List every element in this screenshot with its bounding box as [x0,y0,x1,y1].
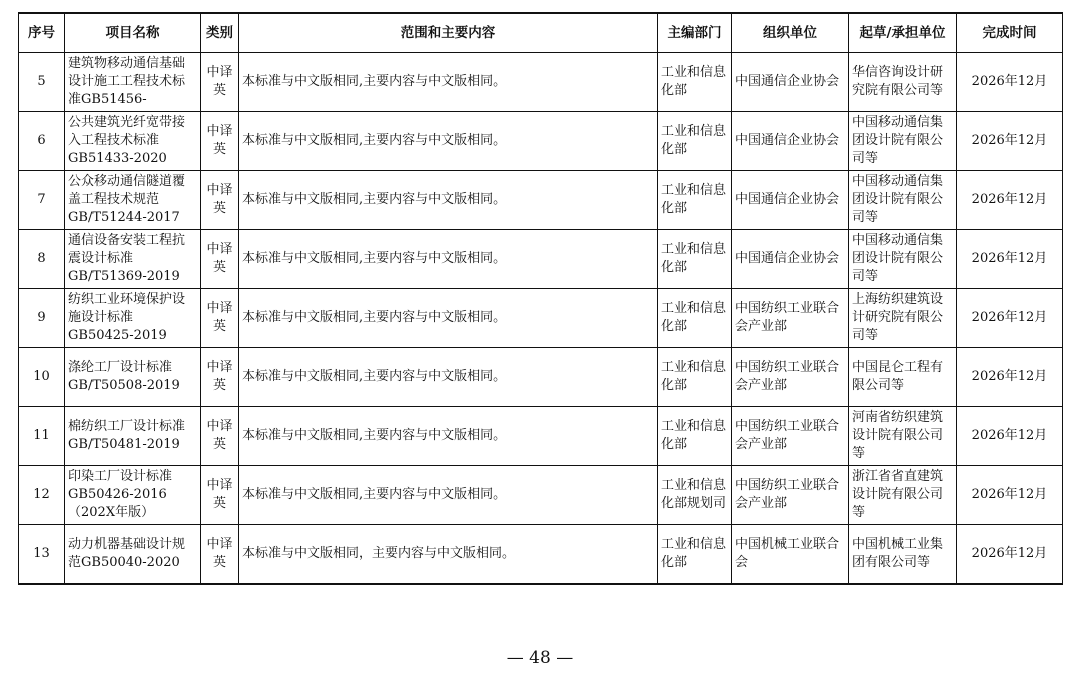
cell-org: 中国通信企业协会 [732,112,849,171]
cell-editor-dept: 工业和信息化部 [658,525,732,585]
cell-drafter: 中国移动通信集团设计院有限公司等 [849,171,957,230]
document-page [18,12,1062,585]
cell-scope: 本标准与中文版相同，主要内容与中文版相同。 [239,525,658,585]
cell-seq: 5 [19,53,65,112]
cell-deadline: 2026年12月 [957,230,1063,289]
cell-org: 中国通信企业协会 [732,53,849,112]
cell-type: 中译英 [201,348,239,407]
cell-drafter: 中国机械工业集团有限公司等 [849,525,957,585]
cell-seq: 10 [19,348,65,407]
cell-editor-dept: 工业和信息化部 [658,230,732,289]
header-row [19,13,1063,53]
cell-type: 中译英 [201,171,239,230]
standards-table [18,12,1063,585]
cell-name: 通信设备安装工程抗震设计标准GB/T51369-2019 [65,230,201,289]
cell-editor-dept: 工业和信息化部 [658,171,732,230]
cell-scope: 本标准与中文版相同,主要内容与中文版相同。 [239,348,658,407]
cell-scope: 本标准与中文版相同,主要内容与中文版相同。 [239,171,658,230]
cell-type: 中译英 [201,466,239,525]
table-body [19,53,1063,585]
cell-drafter: 中国昆仑工程有限公司等 [849,348,957,407]
cell-seq: 13 [19,525,65,585]
table-row [19,112,1063,171]
cell-name: 印染工厂设计标准GB50426-2016（202X年版） [65,466,201,525]
cell-org: 中国通信企业协会 [732,230,849,289]
table-row [19,407,1063,466]
cell-name: 公共建筑光纤宽带接入工程技术标准GB51433-2020 [65,112,201,171]
cell-org: 中国机械工业联合会 [732,525,849,585]
cell-type: 中译英 [201,407,239,466]
cell-org: 中国纺织工业联合会产业部 [732,407,849,466]
cell-scope: 本标准与中文版相同,主要内容与中文版相同。 [239,466,658,525]
cell-name: 动力机器基础设计规范GB50040-2020 [65,525,201,585]
cell-scope: 本标准与中文版相同,主要内容与中文版相同。 [239,53,658,112]
cell-editor-dept: 工业和信息化部 [658,407,732,466]
page-number: — 48 — [506,648,574,668]
cell-org: 中国纺织工业联合会产业部 [732,289,849,348]
cell-deadline: 2026年12月 [957,171,1063,230]
cell-editor-dept: 工业和信息化部 [658,53,732,112]
cell-org: 中国纺织工业联合会产业部 [732,348,849,407]
cell-scope: 本标准与中文版相同,主要内容与中文版相同。 [239,230,658,289]
table-header [19,13,1063,53]
table-row [19,171,1063,230]
header-scope: 范围和主要内容 [239,13,658,53]
cell-deadline: 2026年12月 [957,53,1063,112]
cell-deadline: 2026年12月 [957,112,1063,171]
cell-drafter: 浙江省省直建筑设计院有限公司等 [849,466,957,525]
cell-editor-dept: 工业和信息化部 [658,112,732,171]
cell-name: 建筑物移动通信基础设计施工工程技术标准GB51456- [65,53,201,112]
header-deadline: 完成时间 [957,13,1063,53]
cell-name: 涤纶工厂设计标准GB/T50508-2019 [65,348,201,407]
cell-type: 中译英 [201,53,239,112]
cell-seq: 7 [19,171,65,230]
header-drafter: 起草/承担单位 [849,13,957,53]
header-name: 项目名称 [65,13,201,53]
table-row [19,53,1063,112]
table-row [19,348,1063,407]
cell-deadline: 2026年12月 [957,525,1063,585]
cell-deadline: 2026年12月 [957,466,1063,525]
cell-seq: 11 [19,407,65,466]
cell-seq: 9 [19,289,65,348]
cell-scope: 本标准与中文版相同,主要内容与中文版相同。 [239,407,658,466]
cell-name: 公众移动通信隧道覆盖工程技术规范GB/T51244-2017 [65,171,201,230]
cell-drafter: 河南省纺织建筑设计院有限公司等 [849,407,957,466]
table-row [19,289,1063,348]
header-org: 组织单位 [732,13,849,53]
cell-scope: 本标准与中文版相同,主要内容与中文版相同。 [239,112,658,171]
cell-deadline: 2026年12月 [957,348,1063,407]
cell-editor-dept: 工业和信息化部 [658,348,732,407]
cell-name: 纺织工业环境保护设施设计标准GB50425-2019 [65,289,201,348]
table-row [19,466,1063,525]
cell-type: 中译英 [201,230,239,289]
cell-type: 中译英 [201,525,239,585]
header-seq: 序号 [19,13,65,53]
cell-seq: 8 [19,230,65,289]
cell-drafter: 上海纺织建筑设计研究院有限公司等 [849,289,957,348]
cell-org: 中国通信企业协会 [732,171,849,230]
cell-name: 棉纺织工厂设计标准GB/T50481-2019 [65,407,201,466]
cell-scope: 本标准与中文版相同,主要内容与中文版相同。 [239,289,658,348]
cell-org: 中国纺织工业联合会产业部 [732,466,849,525]
cell-seq: 6 [19,112,65,171]
cell-editor-dept: 工业和信息化部规划司 [658,466,732,525]
table-row [19,525,1063,585]
cell-drafter: 中国移动通信集团设计院有限公司等 [849,230,957,289]
header-type: 类别 [201,13,239,53]
cell-deadline: 2026年12月 [957,289,1063,348]
cell-type: 中译英 [201,289,239,348]
cell-drafter: 中国移动通信集团设计院有限公司等 [849,112,957,171]
cell-seq: 12 [19,466,65,525]
cell-type: 中译英 [201,112,239,171]
cell-deadline: 2026年12月 [957,407,1063,466]
header-editor-dept: 主编部门 [658,13,732,53]
cell-drafter: 华信咨询设计研究院有限公司等 [849,53,957,112]
cell-editor-dept: 工业和信息化部 [658,289,732,348]
table-row [19,230,1063,289]
